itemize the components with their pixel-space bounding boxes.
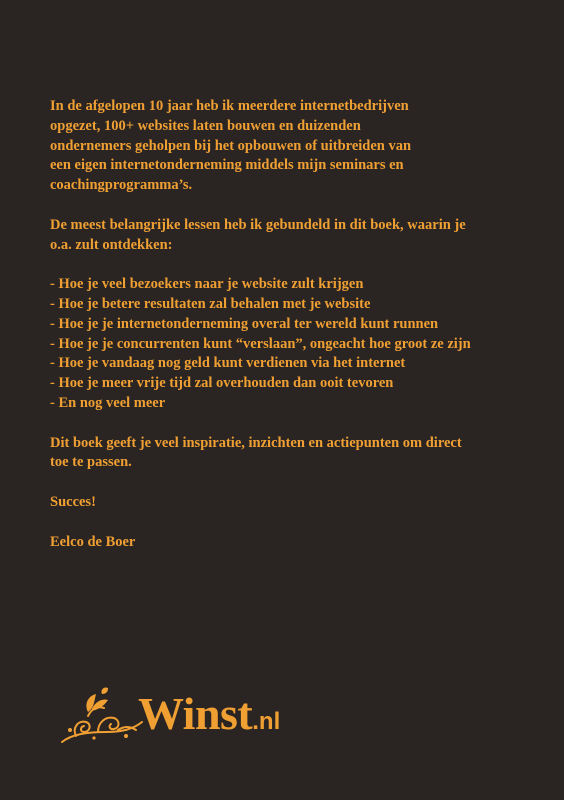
paragraph-gap xyxy=(50,414,530,434)
paragraph-gap xyxy=(50,255,530,275)
intro-line: een eigen internetonderneming middels mijn seminars en xyxy=(50,157,404,174)
logo-tld: .nl xyxy=(252,708,281,735)
greeting xyxy=(50,493,530,513)
lessons-intro-line: o.a. zult ontdekken: xyxy=(50,236,173,253)
intro-line: opgezet, 100+ websites laten bouwen en duizenden xyxy=(50,117,361,134)
paragraph-gap xyxy=(50,473,530,493)
closing-line: Dit boek geeft je veel inspiratie, inzichten en actiepunten om direct xyxy=(50,434,462,451)
closing-paragraph xyxy=(50,434,530,474)
author-name: Eelco de Boer xyxy=(50,533,136,550)
lessons-intro-paragraph xyxy=(50,216,530,256)
floral-ornament-icon xyxy=(58,686,150,746)
bullet-item: - En nog veel meer xyxy=(50,394,166,411)
logo-wordmark xyxy=(138,688,280,748)
author xyxy=(50,533,530,553)
intro-line: coachingprogramma’s. xyxy=(50,177,193,194)
greeting-text: Succes! xyxy=(50,493,96,510)
bullet-item: - Hoe je je concurrenten kunt “verslaan”, ongeacht hoe groot ze zijn xyxy=(50,335,471,352)
intro-paragraph xyxy=(50,97,530,196)
bullet-item: - Hoe je meer vrije tijd zal overhouden dan ooit tevoren xyxy=(50,375,394,392)
bullet-item: - Hoe je betere resultaten zal behalen met je website xyxy=(50,295,371,312)
intro-line: In de afgelopen 10 jaar heb ik meerdere internetbedrijven xyxy=(50,98,409,114)
bullet-item: - Hoe je je internetonderneming overal ter wereld kunt runnen xyxy=(50,315,439,332)
back-cover-text xyxy=(50,97,530,552)
intro-line: ondernemers geholpen bij het opbouwen of uitbreiden van xyxy=(50,137,412,154)
winst-logo xyxy=(58,686,318,746)
lessons-intro-line: De meest belangrijke lessen heb ik gebundeld in dit boek, waarin je xyxy=(50,216,466,233)
bullet-item: - Hoe je veel bezoekers naar je website zult krijgen xyxy=(50,276,364,293)
bullet-item: - Hoe je vandaag nog geld kunt verdienen via het internet xyxy=(50,355,406,372)
logo-word: Winst xyxy=(138,688,253,739)
paragraph-gap xyxy=(50,513,530,533)
closing-line: toe te passen. xyxy=(50,454,132,471)
paragraph-gap xyxy=(50,196,530,216)
bullet-list xyxy=(50,275,530,414)
